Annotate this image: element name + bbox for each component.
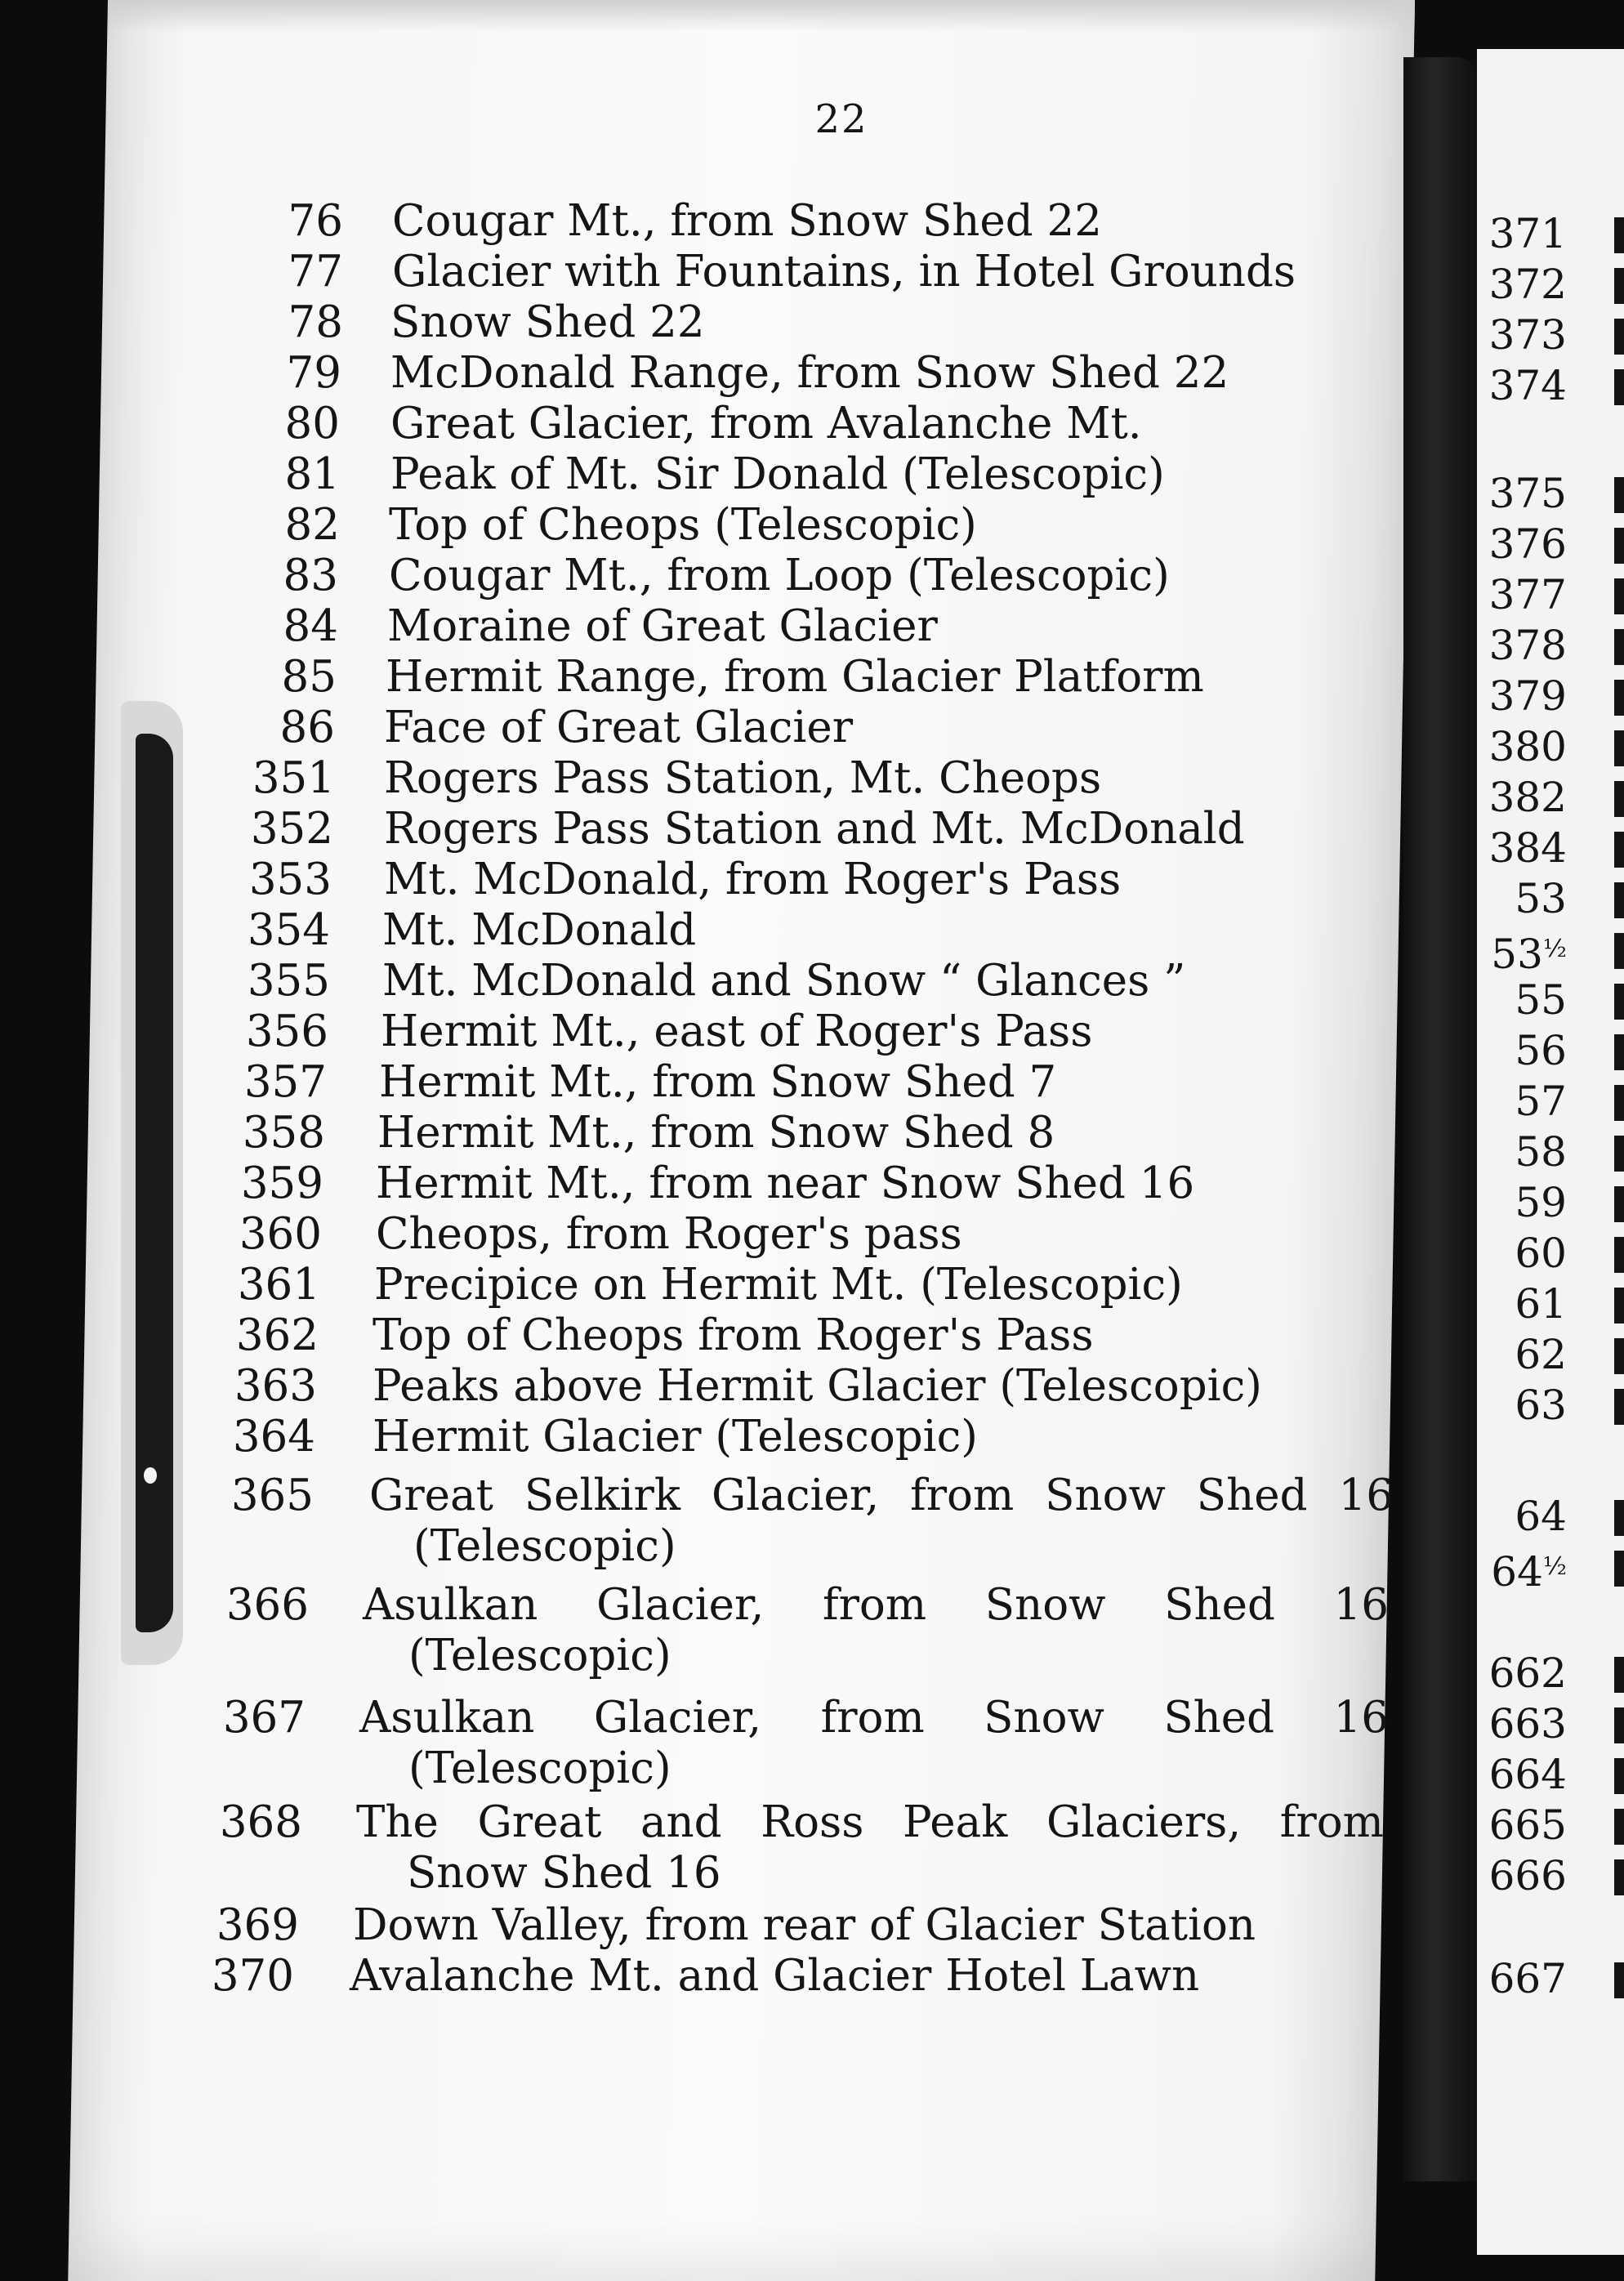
facing-page-number-value: 376 [1488, 520, 1567, 568]
photo-number: 86 [279, 703, 335, 752]
title-word: Snow [1045, 1471, 1166, 1520]
cropped-text-fragment [1614, 781, 1624, 817]
photo-number: 76 [288, 196, 343, 246]
photo-number: 83 [283, 551, 338, 600]
photo-number: 82 [284, 500, 340, 550]
facing-page-number-value: 57 [1515, 1078, 1567, 1125]
facing-page-number [1485, 1649, 1567, 1698]
cropped-text-fragment [1614, 1186, 1624, 1222]
cropped-text-fragment [1614, 319, 1624, 355]
facing-page-number [1485, 469, 1567, 518]
photo-number: 370 [211, 1951, 294, 2001]
facing-page-number [1485, 722, 1567, 771]
photo-number: 360 [239, 1209, 322, 1259]
title-word: Great [477, 1797, 602, 1847]
photo-number: 369 [216, 1900, 299, 1950]
facing-page-number-value: 382 [1488, 774, 1567, 821]
photo-number: 79 [286, 348, 341, 398]
cropped-text-fragment [1614, 369, 1624, 405]
photo-title: Peaks above Hermit Glacier (Telescopic) [373, 1361, 1262, 1411]
facing-page-number [1485, 1542, 1567, 1596]
facing-page-number-value: 664 [1488, 1751, 1567, 1798]
cropped-text-fragment [1614, 1758, 1624, 1794]
cropped-text-fragment [1614, 268, 1624, 304]
facing-page-number-value: 64 [1515, 1493, 1567, 1540]
facing-page-number [1485, 1381, 1567, 1430]
photo-title: Mt. McDonald [382, 905, 697, 955]
cropped-text-fragment [1614, 1237, 1624, 1273]
photo-number: 359 [240, 1158, 323, 1208]
photo-number: 362 [235, 1310, 319, 1360]
facing-page-number-value: 53 [1491, 931, 1543, 978]
cropped-text-fragment [1614, 882, 1624, 918]
title-word: Snow [984, 1580, 1106, 1630]
facing-page-number [1485, 361, 1567, 410]
facing-page-number [1485, 1127, 1567, 1176]
photo-title: Great Glacier, from Avalanche Mt. [390, 399, 1142, 449]
photo-title: Hermit Mt., from Snow Shed 7 [379, 1057, 1057, 1107]
cropped-text-fragment [1614, 680, 1624, 716]
facing-page-number [1485, 520, 1567, 569]
cropped-text-fragment [1614, 1962, 1624, 1998]
photo-number: 354 [247, 905, 330, 955]
title-word: Selkirk [524, 1471, 681, 1520]
facing-page-number [1485, 874, 1567, 923]
facing-page-number-value: 62 [1515, 1331, 1567, 1378]
cropped-text-fragment [1614, 832, 1624, 868]
cropped-text-fragment [1614, 1551, 1624, 1587]
photo-title-continuation: (Telescopic) [408, 1743, 671, 1793]
cropped-text-fragment [1614, 933, 1624, 969]
facing-page-number [1485, 773, 1567, 822]
photo-number: 366 [225, 1580, 309, 1630]
photo-number: 351 [252, 753, 335, 803]
photo-number: 352 [250, 804, 333, 854]
facing-page-number [1485, 310, 1567, 359]
facing-page-number-fraction: ½ [1542, 935, 1567, 963]
title-word: Glacier, [711, 1471, 880, 1520]
facing-page-number-value: 59 [1515, 1179, 1567, 1226]
title-word: Asulkan [359, 1693, 535, 1743]
photo-number: 355 [247, 956, 330, 1006]
facing-page-number-value: 662 [1488, 1649, 1567, 1697]
facing-page-number-value: 61 [1515, 1280, 1567, 1328]
photo-title: Glacier with Fountains, in Hotel Grounds [392, 247, 1296, 297]
photo-number: 367 [222, 1693, 306, 1743]
facing-page-number-value: 384 [1488, 824, 1567, 872]
facing-page-number [1485, 209, 1567, 258]
facing-page-number [1485, 570, 1567, 619]
photo-title: Rogers Pass Station, Mt. Cheops [384, 753, 1102, 803]
cropped-text-fragment [1614, 1136, 1624, 1172]
facing-page-number [1485, 824, 1567, 873]
photo-number: 358 [242, 1108, 325, 1158]
facing-page-number-value: 378 [1488, 622, 1567, 669]
photo-number: 81 [284, 449, 340, 499]
cropped-text-fragment [1614, 217, 1624, 253]
photo-number: 85 [281, 652, 337, 702]
photo-title: Avalanche Mt. and Glacier Hotel Lawn [350, 1951, 1200, 2001]
photo-title: Hermit Mt., from Snow Shed 8 [377, 1108, 1055, 1158]
facing-page-number-value: 377 [1488, 571, 1567, 618]
photo-title: Snow Shed 22 [390, 297, 705, 347]
title-word: Glacier, [593, 1693, 762, 1743]
photo-title [363, 1580, 1389, 1631]
cropped-text-fragment [1614, 477, 1624, 513]
title-word: Glacier, [596, 1580, 765, 1630]
photo-number: 353 [248, 855, 332, 904]
photo-title-continuation: (Telescopic) [408, 1631, 671, 1681]
title-word: 16 [1333, 1693, 1389, 1743]
facing-page-number-value: 379 [1488, 672, 1567, 720]
photo-title: Hermit Mt., east of Roger's Pass [381, 1007, 1093, 1056]
title-word: Peak [903, 1797, 1008, 1847]
cropped-text-fragment [1614, 578, 1624, 614]
cropped-text-fragment [1614, 1809, 1624, 1845]
page-number: 22 [814, 96, 868, 142]
facing-page-number-value: 53 [1515, 875, 1567, 922]
facing-page-number-value: 380 [1488, 723, 1567, 770]
title-word: and [640, 1797, 722, 1847]
facing-page-number-value: 56 [1515, 1027, 1567, 1074]
facing-page-number [1485, 1801, 1567, 1850]
facing-page-number [1485, 1229, 1567, 1278]
facing-page-number [1485, 925, 1567, 979]
title-word: Shed [1196, 1471, 1308, 1520]
facing-page-number-value: 371 [1488, 210, 1567, 257]
facing-page-number-value: 64 [1491, 1548, 1543, 1596]
facing-page-number [1485, 975, 1567, 1024]
cropped-text-fragment [1614, 1657, 1624, 1693]
title-word: The [356, 1797, 439, 1847]
facing-page-number-value: 663 [1488, 1700, 1567, 1748]
photo-title-continuation: Snow Shed 16 [407, 1848, 721, 1898]
photo-title [356, 1797, 1384, 1848]
facing-page-number-value: 372 [1488, 261, 1567, 308]
facing-page-number-value: 665 [1488, 1801, 1567, 1849]
cropped-text-fragment [1614, 629, 1624, 665]
photo-title: Cougar Mt., from Snow Shed 22 [392, 196, 1102, 246]
facing-page-number-value: 667 [1488, 1955, 1567, 2002]
cropped-text-fragment [1614, 1288, 1624, 1324]
title-word: from [822, 1580, 927, 1630]
title-word: from [910, 1471, 1015, 1520]
cropped-text-fragment [1614, 528, 1624, 564]
facing-page-number [1485, 621, 1567, 670]
photo-number: 361 [237, 1260, 320, 1310]
photo-number: 78 [288, 297, 343, 347]
facing-page-number-value: 60 [1515, 1230, 1567, 1277]
photo-title: Mt. McDonald and Snow “ Glances ” [382, 956, 1186, 1006]
facing-page-number [1485, 1492, 1567, 1541]
photo-number: 357 [243, 1057, 327, 1107]
title-word: Shed [1164, 1580, 1275, 1630]
title-word: Snow [984, 1693, 1104, 1743]
facing-page-number-value: 55 [1515, 976, 1567, 1024]
photo-number: 84 [283, 601, 338, 651]
photo-number: 77 [288, 247, 343, 297]
photo-title: Hermit Mt., from near Snow Shed 16 [376, 1158, 1195, 1208]
photo-title: Precipice on Hermit Mt. (Telescopic) [374, 1260, 1183, 1310]
photo-number: 364 [232, 1412, 315, 1462]
facing-page-number-column [1485, 0, 1624, 2281]
cropped-text-fragment [1614, 1034, 1624, 1070]
facing-page-number [1485, 260, 1567, 309]
title-word: from [820, 1693, 925, 1743]
facing-page-number-value: 666 [1488, 1852, 1567, 1899]
photo-title: Face of Great Glacier [384, 703, 854, 752]
title-word: 16 [1338, 1471, 1394, 1520]
title-word: Great [369, 1471, 493, 1520]
title-word: from [1279, 1797, 1384, 1847]
photo-title: McDonald Range, from Snow Shed 22 [390, 348, 1229, 398]
facing-page-number-value: 63 [1515, 1382, 1567, 1429]
facing-page-number [1485, 1026, 1567, 1075]
title-word: Ross [761, 1797, 864, 1847]
photo-title: Cheops, from Roger's pass [376, 1209, 962, 1259]
facing-page-number [1485, 672, 1567, 721]
photo-number: 356 [245, 1007, 328, 1056]
cropped-text-fragment [1614, 984, 1624, 1020]
photo-title: Top of Cheops (Telescopic) [389, 500, 977, 550]
facing-page-number-value: 373 [1488, 311, 1567, 359]
cropped-text-fragment [1614, 1500, 1624, 1536]
cropped-text-fragment [1614, 730, 1624, 766]
facing-page-number-value: 374 [1488, 362, 1567, 409]
cropped-text-fragment [1614, 1085, 1624, 1121]
photo-title [359, 1693, 1389, 1743]
title-word: Glaciers, [1046, 1797, 1242, 1847]
facing-page-number [1485, 1750, 1567, 1799]
photo-title: Moraine of Great Glacier [387, 601, 938, 651]
facing-page-number [1485, 1851, 1567, 1900]
title-word: 16 [1333, 1580, 1389, 1630]
cropped-text-fragment [1614, 1859, 1624, 1895]
cropped-text-fragment [1614, 1389, 1624, 1425]
photo-title: Hermit Range, from Glacier Platform [386, 652, 1204, 702]
cropped-text-fragment [1614, 1338, 1624, 1374]
photo-title [369, 1471, 1394, 1521]
photo-number: 365 [230, 1471, 314, 1520]
facing-page-number [1485, 1954, 1567, 2003]
photo-title-continuation: (Telescopic) [413, 1521, 676, 1571]
facing-page-number [1485, 1279, 1567, 1328]
photo-title: Rogers Pass Station and Mt. McDonald [384, 804, 1245, 854]
photo-title: Top of Cheops from Roger's Pass [373, 1310, 1094, 1360]
facing-page-number [1485, 1077, 1567, 1126]
title-word: Asulkan [363, 1580, 538, 1630]
photo-title: Cougar Mt., from Loop (Telescopic) [389, 551, 1170, 600]
facing-page-number [1485, 1178, 1567, 1227]
photo-title: Hermit Glacier (Telescopic) [373, 1412, 978, 1462]
cropped-text-fragment [1614, 1707, 1624, 1743]
photo-number: 80 [284, 399, 340, 449]
facing-page-number-fraction: ½ [1542, 1552, 1567, 1581]
photo-number: 363 [234, 1361, 317, 1411]
title-word: Shed [1163, 1693, 1275, 1743]
facing-page-number [1485, 1699, 1567, 1748]
photo-number: 368 [219, 1797, 302, 1847]
facing-page-number-value: 58 [1515, 1128, 1567, 1176]
photo-title: Down Valley, from rear of Glacier Station [353, 1900, 1256, 1950]
photo-title: Mt. McDonald, from Roger's Pass [384, 855, 1122, 904]
facing-page-number-value: 375 [1488, 470, 1567, 517]
photo-title: Peak of Mt. Sir Donald (Telescopic) [390, 449, 1165, 499]
facing-page-number [1485, 1330, 1567, 1379]
